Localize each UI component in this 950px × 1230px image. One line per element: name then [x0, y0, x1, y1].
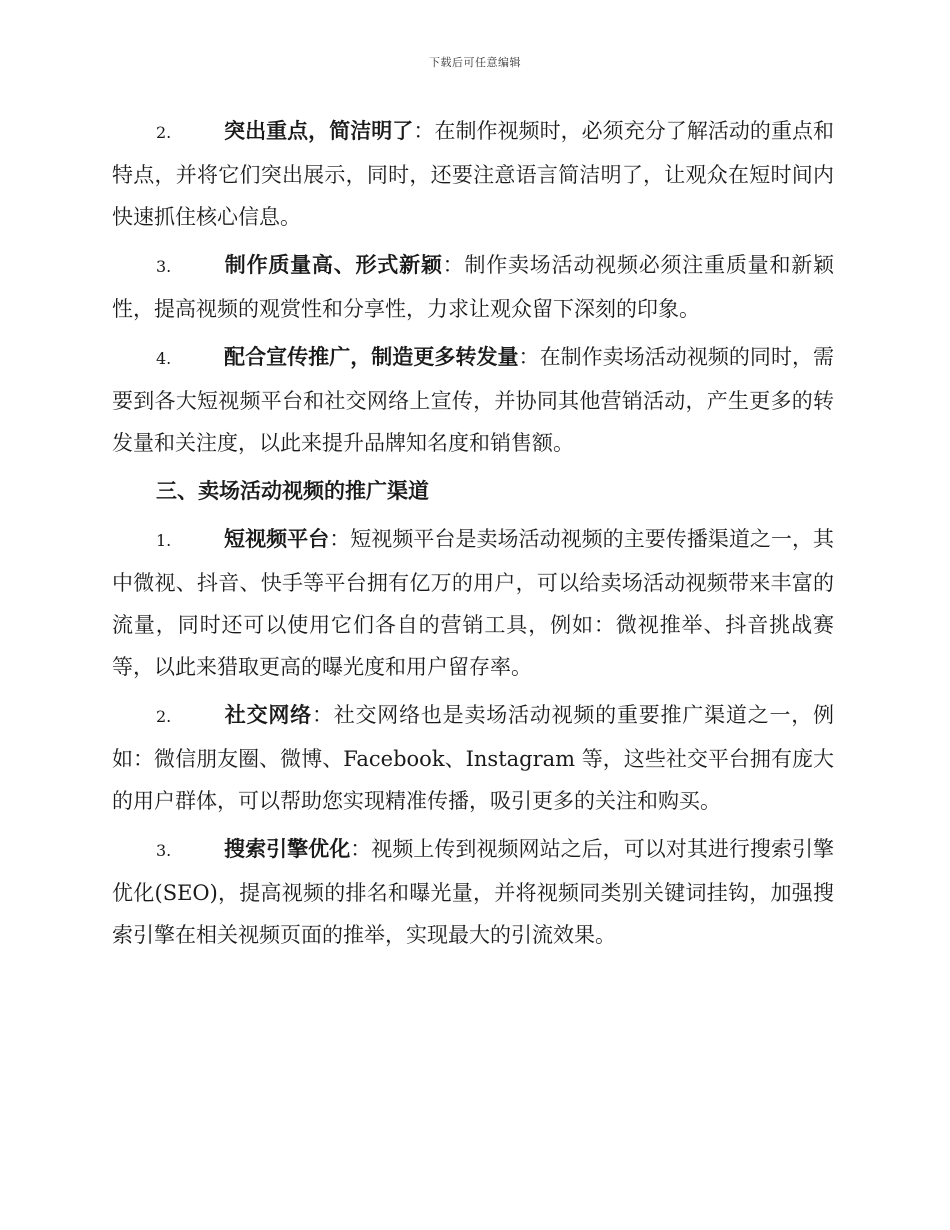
list-number: 1. [156, 531, 172, 550]
list-term: 配合宣传推广，制造更多转发量 [224, 345, 519, 369]
list-number: 4. [156, 349, 172, 368]
list-item [112, 336, 834, 464]
list-item [112, 110, 834, 238]
term-colon: ： [442, 253, 465, 277]
term-colon: ： [329, 527, 351, 551]
list-text: 在制作视频时，必须充分了解活动的重点和特点，并将它们突出展示，同时，还要注意语言简洁明了，让观众在短时间内快速抓住核心信息。 [112, 119, 835, 229]
list-term: 突出重点，简洁明了 [224, 119, 414, 143]
list-number: 3. [156, 841, 172, 860]
list-item [112, 694, 834, 822]
list-number: 2. [156, 707, 172, 726]
list-term: 短视频平台 [224, 527, 330, 551]
term-colon: ： [311, 703, 334, 727]
term-colon: ： [350, 837, 372, 861]
list-text: 短视频平台是卖场活动视频的主要传播渠道之一，其中微视、抖音、快手等平台拥有亿万的用户，可以给卖场活动视频带来丰富的流量，同时还可以使用它们各自的营销工具，例如：微视推举、抖音挑战赛等，以此来猎取更高的曝光度和用户留存率。 [112, 527, 835, 679]
document-body [112, 110, 834, 962]
section-heading: 三、卖场活动视频的推广渠道 [156, 479, 429, 503]
term-colon: ： [413, 119, 435, 143]
list-item [112, 518, 834, 688]
list-term: 制作质量高、形式新颖 [224, 253, 443, 277]
list-term: 搜索引擎优化 [224, 837, 351, 861]
list-text: 视频上传到视频网站之后，可以对其进行搜索引擎优化(SEO)，提高视频的排名和曝光量，并将视频同类别关键词挂钩，加强搜索引擎在相关视频页面的推举，实现最大的引流效果。 [112, 837, 835, 947]
list-number: 2. [156, 123, 172, 142]
term-colon: ： [518, 345, 540, 369]
list-item [112, 244, 834, 330]
list-text: 制作卖场活动视频必须注重质量和新颖性，提高视频的观赏性和分享性，力求让观众留下深刻的印象。 [112, 253, 835, 321]
page-header: 下载后可任意编辑 [429, 56, 521, 69]
list-term: 社交网络 [224, 703, 312, 727]
list-number: 3. [156, 257, 172, 276]
list-text: 在制作卖场活动视频的同时，需要到各大短视频平台和社交网络上宣传，并协同其他营销活动，产生更多的转发量和关注度，以此来提升品牌知名度和销售额。 [112, 345, 835, 455]
list-item [112, 828, 834, 956]
list-text: 社交网络也是卖场活动视频的重要推广渠道之一，例如：微信朋友圈、微博、Facebook、Instagram 等，这些社交平台拥有庞大的用户群体，可以帮助您实现精准传播，吸引更多的关注和购买。 [112, 703, 835, 813]
